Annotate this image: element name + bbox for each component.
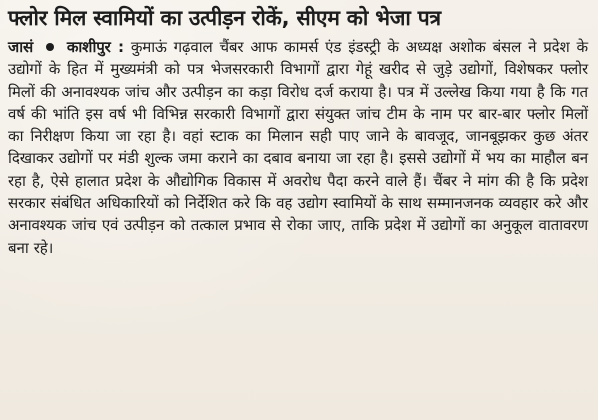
dateline: काशीपुर : xyxy=(66,38,124,56)
article-body xyxy=(8,36,588,259)
byline: जासं xyxy=(8,38,34,56)
article-text: कुमाऊं गढ़वाल चैंबर आफ कामर्स एंड इंडस्ट्री के अध्यक्ष अशोक बंसल ने प्रदेश के उद्योगों के हित में मुख्यमंत्री को पत्र भेजसरकारी विभागों द्वारा गेहूं खरीद से जुड़े उद्योगों, विशेषकर फ्लोर मिलों की अनावश्यक जांच और उत्पीड़न का कड़ा विरोध दर्ज कराया है। पत्र में उल्लेख किया गया है कि गत वर्ष की भांति इस वर्ष भी विभिन्न सरकारी विभागों द्वारा संयुक्त जांच टीम के नाम पर बार-बार फ्लोर मिलों का निरीक्षण किया जा रहा है। वहां स्टाक का मिलान सही पाए जाने के बावजूद, जानबूझकर कुछ अंतर दिखाकर उद्योगों पर मंडी शुल्क जमा कराने का दबाव बनाया जा रहा है। इससे उद्योगों में भय का माहौल बन रहा है, ऐसे हालात प्रदेश के औद्योगिक विकास में अवरोध पैदा करने वाले हैं। चैंबर ने मांग की है कि प्रदेश सरकार संबंधित अधिकारियों को निर्देशित करे कि वह उद्योग स्वामियों के साथ सम्मानजनक व्यवहार करे और अनावश्यक जांच एवं उत्पीड़न को तत्काल प्रभाव से रोका जाए, ताकि प्रदेश में उद्योगों का अनुकूल वातावरण बना रहे। xyxy=(8,38,588,257)
bullet-icon xyxy=(46,43,54,51)
headline: फ्लोर मिल स्वामियों का उत्पीड़न रोकें, सीएम को भेजा पत्र xyxy=(8,6,441,30)
